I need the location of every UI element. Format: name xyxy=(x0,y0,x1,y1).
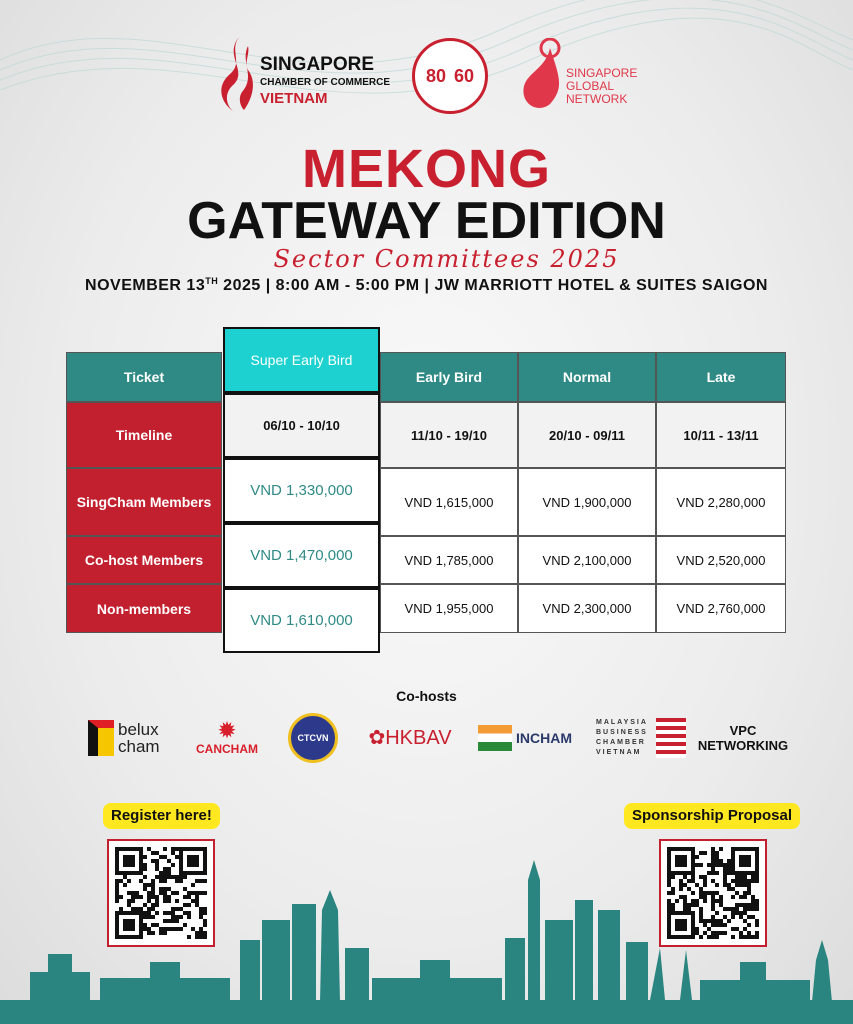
super-early-bird-header: Super Early Bird xyxy=(223,327,380,393)
timeline-cell: 20/10 - 09/11 xyxy=(518,402,656,468)
flame-icon xyxy=(220,36,256,112)
anniversary-seal xyxy=(412,38,488,114)
table-header-cell: Early Bird xyxy=(380,352,518,402)
title-mekong: MEKONG xyxy=(302,139,551,199)
price-cell: VND 2,520,000 xyxy=(656,536,786,584)
cohost-name: CANCHAM xyxy=(196,742,258,756)
register-here-badge[interactable]: Register here! xyxy=(103,803,220,829)
time-venue-text: 2025 | 8:00 AM - 5:00 PM | JW MARRIOTT HOTEL & SUITES SAIGON xyxy=(218,277,768,294)
table-row-label: Non-members xyxy=(66,584,222,633)
sponsorship-proposal-badge[interactable]: Sponsorship Proposal xyxy=(624,803,800,829)
super-early-bird-timeline: 06/10 - 10/10 xyxy=(223,393,380,458)
subtitle-script: Sector Committees 2025 xyxy=(273,245,620,273)
timeline-cell: 10/11 - 13/11 xyxy=(656,402,786,468)
sgn-line2: GLOBAL xyxy=(566,79,615,93)
seal-right-number: 60 xyxy=(454,65,475,86)
cohost-logo-cancham xyxy=(192,712,262,764)
cohost-name: VPC NETWORKING xyxy=(697,723,789,753)
qr-code-icon xyxy=(115,847,207,939)
cohosts-label: Co-hosts xyxy=(396,688,457,704)
table-header-cell: Normal xyxy=(518,352,656,402)
maple-leaf-icon: ✹ xyxy=(218,720,236,742)
price-cell: VND 2,100,000 xyxy=(518,536,656,584)
super-early-bird-price: VND 1,330,000 xyxy=(223,458,380,523)
cohost-logo-vpc xyxy=(698,712,788,764)
super-early-bird-price: VND 1,470,000 xyxy=(223,523,380,588)
cohost-name: belux cham xyxy=(118,720,160,756)
table-row-label: Timeline xyxy=(66,402,222,468)
cohost-name: MALAYSIA BUSINESS CHAMBER VIETNAM xyxy=(596,719,648,756)
timeline-cell: 11/10 - 19/10 xyxy=(380,402,518,468)
price-cell: VND 1,900,000 xyxy=(518,468,656,536)
price-cell: VND 2,760,000 xyxy=(656,584,786,633)
cohost-logo-ctcvn xyxy=(285,712,341,764)
table-row-label: SingCham Members xyxy=(66,468,222,536)
register-qr-code[interactable] xyxy=(107,839,215,947)
price-cell: VND 1,785,000 xyxy=(380,536,518,584)
bauhinia-icon: ✿ xyxy=(368,727,386,749)
sgn-logo xyxy=(520,38,660,113)
date-suffix: TH xyxy=(205,276,219,286)
cohost-name: HKBAV xyxy=(385,727,452,749)
seal-left-number: 80 xyxy=(425,65,446,86)
cohost-logo-mbcv xyxy=(593,712,689,764)
table-row-label: Co-host Members xyxy=(66,536,222,584)
singcham-logo xyxy=(220,36,390,114)
table-header-cell: Ticket xyxy=(66,352,222,402)
logo-text-line3: VIETNAM xyxy=(260,90,328,107)
price-cell: VND 2,280,000 xyxy=(656,468,786,536)
sponsorship-qr-code[interactable] xyxy=(659,839,767,947)
price-cell: VND 1,955,000 xyxy=(380,584,518,633)
logo-text-line2: CHAMBER OF COMMERCE xyxy=(260,77,390,88)
table-header-cell: Late xyxy=(656,352,786,402)
cohost-logo-beluxcham xyxy=(88,712,174,764)
date-text: NOVEMBER 13 xyxy=(85,277,206,294)
qr-code-icon xyxy=(667,847,759,939)
sgn-text xyxy=(566,67,637,106)
price-cell: VND 1,615,000 xyxy=(380,468,518,536)
price-cell: VND 2,300,000 xyxy=(518,584,656,633)
super-early-bird-price: VND 1,610,000 xyxy=(223,588,380,653)
sgn-drop-icon xyxy=(520,38,570,110)
title-gateway-edition: GATEWAY EDITION xyxy=(187,192,666,250)
sgn-line1: SINGAPORE xyxy=(566,66,638,80)
logo-text-line1: SINGAPORE xyxy=(260,54,375,75)
event-dateline xyxy=(0,276,853,296)
sgn-line3: NETWORK xyxy=(566,92,628,106)
cohost-name: CTCVN xyxy=(288,713,338,763)
cohost-logo-incham xyxy=(470,712,580,764)
cohost-name: INCHAM xyxy=(516,730,572,746)
cohost-logo-hkbav xyxy=(362,712,458,764)
